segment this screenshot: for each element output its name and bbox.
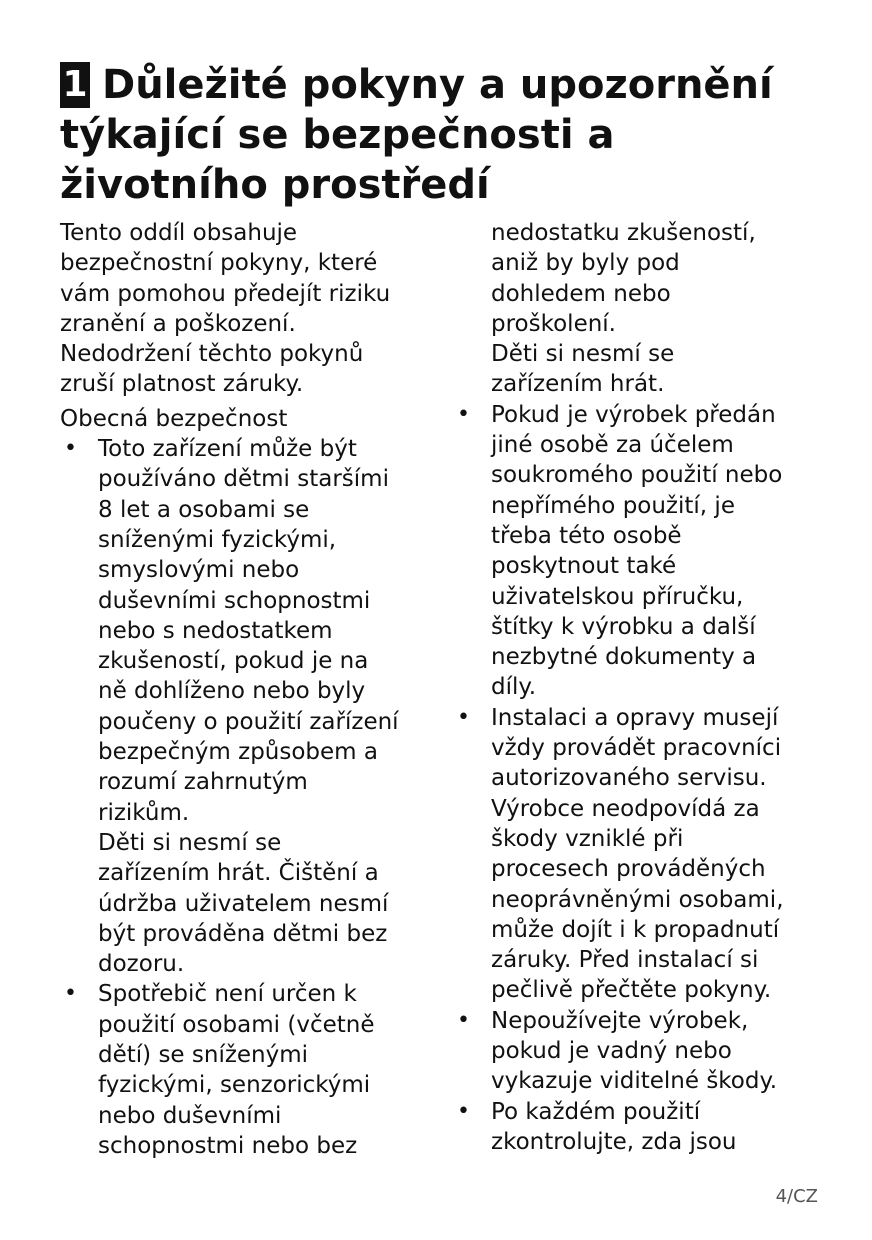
bullet-item bbox=[453, 400, 843, 703]
text-line: poskytnout také bbox=[491, 553, 677, 580]
text-line: může dojít i k propadnutí bbox=[491, 916, 780, 943]
text-line: poučeny o použití zařízení bbox=[98, 708, 399, 735]
text-line: pečlivě přečtěte pokyny. bbox=[491, 977, 772, 1004]
text-line: nebo duševními bbox=[98, 1102, 282, 1129]
text-line: štítky k výrobku a další bbox=[491, 613, 756, 640]
bullet-icon: • bbox=[457, 1098, 470, 1124]
text-line: zkontrolujte, zda jsou bbox=[491, 1128, 737, 1155]
bullet-icon: • bbox=[64, 981, 77, 1007]
text-line: Výrobce neodpovídá za bbox=[491, 795, 760, 822]
left-column bbox=[60, 218, 440, 1161]
text-line: použití osobami (včetně bbox=[98, 1011, 375, 1038]
text-line: smyslovými nebo bbox=[98, 557, 300, 584]
text-line: škody vzniklé při bbox=[491, 825, 684, 852]
text-line: pokud je vadný nebo bbox=[491, 1038, 732, 1065]
text-line: vykazuje viditelné škody. bbox=[491, 1068, 778, 1095]
text-line: zkušeností, pokud je na bbox=[98, 648, 369, 675]
heading-line-3: životního prostředí bbox=[60, 162, 490, 208]
text-line: zruší platnost záruky. bbox=[60, 371, 304, 398]
heading-line-1 bbox=[60, 60, 840, 110]
text-line: procesech prováděných bbox=[491, 856, 766, 883]
text-line: bezpečným způsobem a bbox=[98, 739, 378, 766]
text-line: vám pomohou předejít riziku bbox=[60, 280, 391, 307]
text-line: Děti si nesmí se bbox=[98, 829, 282, 856]
text-line: díly. bbox=[491, 674, 537, 701]
text-line: rozumí zahrnutým bbox=[98, 769, 308, 796]
intro-paragraph bbox=[60, 218, 440, 400]
heading-line-2: týkající se bezpečnosti a bbox=[60, 112, 615, 158]
text-line: bezpečnostní pokyny, které bbox=[60, 250, 378, 277]
bullet-item bbox=[60, 979, 440, 1161]
text-line: Tento oddíl obsahuje bbox=[60, 220, 298, 246]
text-line: uživatelskou příručku, bbox=[491, 583, 744, 610]
text-line: Nepoužívejte výrobek, bbox=[491, 1007, 749, 1034]
text-line: dohledem nebo bbox=[491, 280, 671, 307]
text-line: Spotřebič není určen k bbox=[98, 981, 357, 1008]
general-safety-subheading: Obecná bezpečnost bbox=[60, 405, 288, 432]
text-line: dětí) se sníženými bbox=[98, 1042, 309, 1069]
text-line: rizikům. bbox=[98, 799, 190, 826]
text-line: zařízením hrát. bbox=[491, 371, 665, 398]
bullet-item bbox=[453, 1006, 843, 1097]
heading-text-1: Důležité pokyny a upozornění bbox=[102, 62, 773, 108]
text-line: Nedodržení těchto pokynů bbox=[60, 341, 364, 368]
text-line: soukromého použití nebo bbox=[491, 462, 783, 489]
text-line: 8 let a osobami se bbox=[98, 496, 310, 523]
text-line: záruky. Před instalací si bbox=[491, 947, 759, 974]
section-number-badge: 1 bbox=[60, 62, 90, 108]
text-line: vždy provádět pracovníci bbox=[491, 735, 782, 762]
text-line: Po každém použití bbox=[491, 1098, 701, 1125]
text-line: fyzickými, senzorickými bbox=[98, 1072, 371, 1099]
bullet-item bbox=[453, 1097, 843, 1158]
text-line: neoprávněnými osobami, bbox=[491, 886, 784, 913]
text-line: zařízením hrát. Čištění a bbox=[98, 860, 379, 887]
text-line: proškolení. bbox=[491, 310, 616, 337]
text-line: aniž by byly pod bbox=[491, 250, 680, 277]
text-line: údržba uživatelem nesmí bbox=[98, 890, 389, 917]
text-line: nebo s nedostatkem bbox=[98, 617, 333, 644]
text-line: zranění a poškození. bbox=[60, 310, 296, 337]
bullet-icon: • bbox=[457, 401, 470, 427]
text-line: jiné osobě za účelem bbox=[491, 432, 734, 459]
bullet-continuation bbox=[453, 218, 843, 400]
text-line: používáno dětmi staršími bbox=[98, 466, 389, 493]
text-line: dozoru. bbox=[98, 951, 185, 978]
text-line: ně dohlíženo nebo byly bbox=[98, 678, 366, 705]
right-column bbox=[453, 218, 843, 1157]
text-line: Toto zařízení může být bbox=[98, 436, 357, 463]
text-line: duševními schopnostmi bbox=[98, 587, 371, 614]
text-line: Instalaci a opravy musejí bbox=[491, 704, 779, 731]
text-line: schopnostmi nebo bez bbox=[98, 1132, 358, 1159]
text-line: Děti si nesmí se bbox=[491, 341, 675, 368]
text-line: nezbytné dokumenty a bbox=[491, 644, 757, 671]
text-line: autorizovaného servisu. bbox=[491, 765, 767, 792]
text-line: třeba této osobě bbox=[491, 522, 682, 549]
text-line: nepřímého použití, je bbox=[491, 492, 735, 519]
text-line: sníženými fyzickými, bbox=[98, 526, 337, 553]
bullet-icon: • bbox=[64, 436, 77, 462]
page-number: 4/CZ bbox=[775, 1186, 818, 1207]
section-heading bbox=[60, 60, 840, 210]
bullet-item bbox=[453, 703, 843, 1006]
bullet-icon: • bbox=[457, 1007, 470, 1033]
bullet-item bbox=[60, 434, 440, 979]
text-line: být prováděna dětmi bez bbox=[98, 920, 388, 947]
bullet-icon: • bbox=[457, 704, 470, 730]
text-line: Pokud je výrobek předán bbox=[491, 401, 776, 428]
text-line: nedostatku zkušeností, bbox=[491, 220, 756, 246]
